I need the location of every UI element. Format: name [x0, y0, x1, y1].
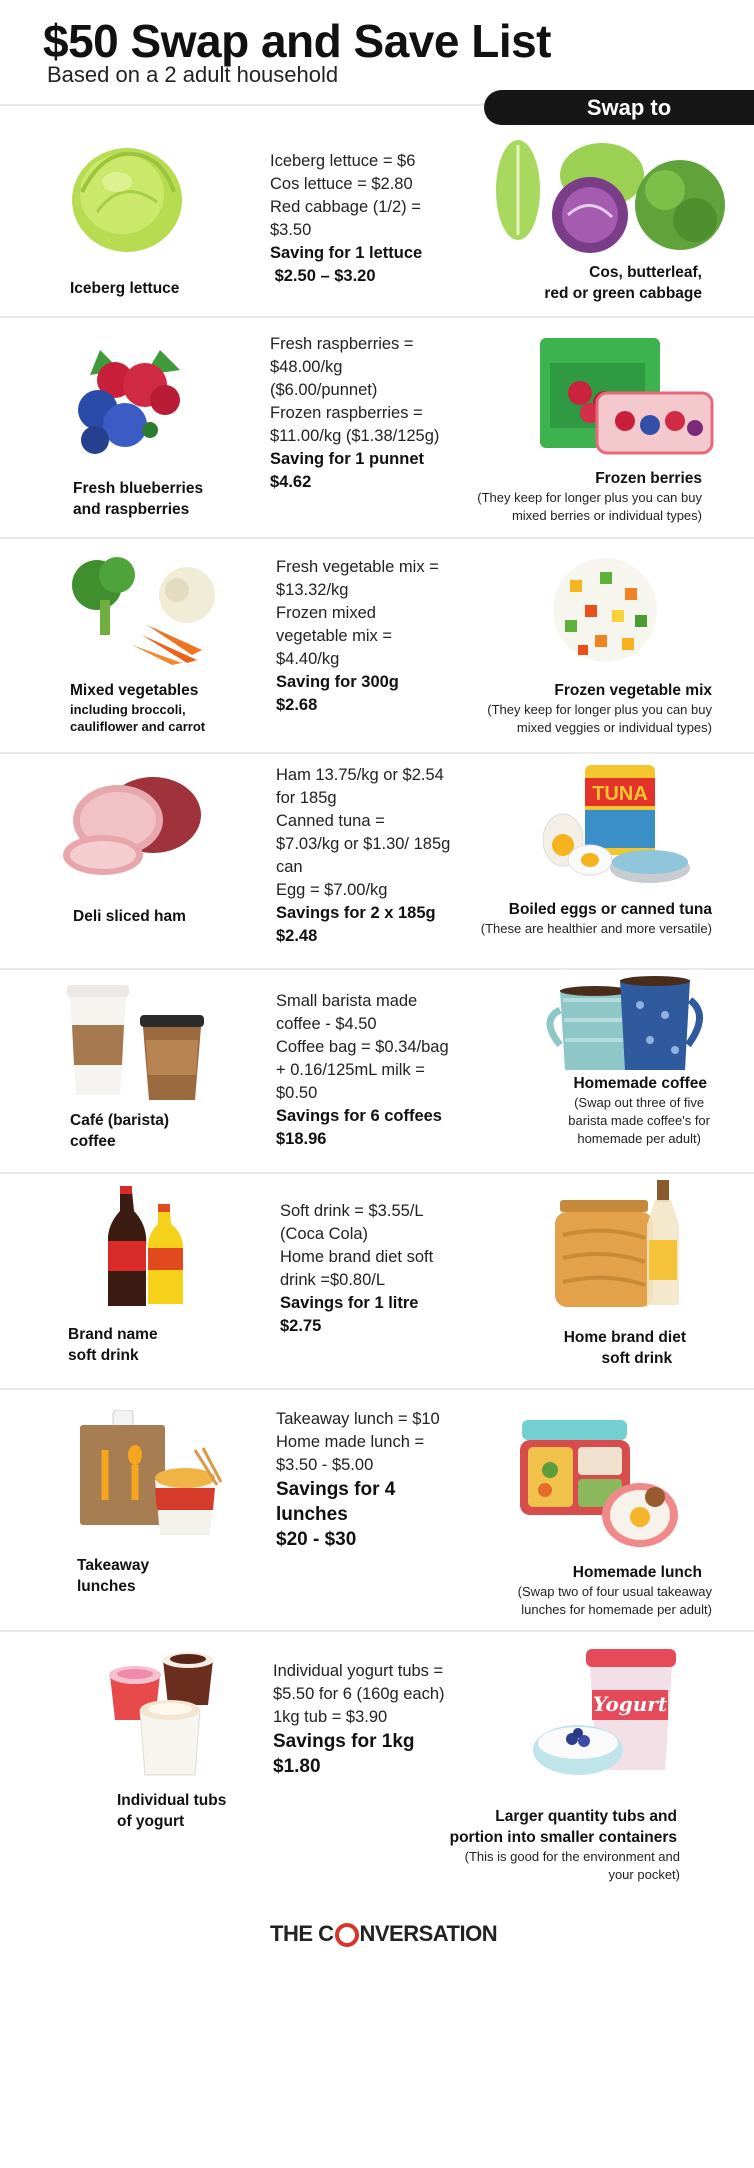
divider [0, 104, 484, 106]
mixed-vegetables-image [62, 555, 222, 670]
saving-text: Saving for 1 punnet [270, 450, 425, 468]
homemade-coffee-image [535, 975, 710, 1080]
right-label: Home brand diet soft drink [563, 1329, 686, 1367]
saving-amount: $2.68 [276, 696, 318, 714]
divider [0, 316, 754, 318]
right-label: Homemade coffee (Swap out three of five barista made coffee's for homemade per adult) [568, 1075, 710, 1146]
left-label: Mixed vegetables including broccoli, cauliflower and carrot [70, 682, 206, 734]
swap-to-tab: Swap to [484, 90, 754, 125]
saving-text: Savings for 1kg [273, 1731, 415, 1752]
tuna-can-text: TUNA [592, 783, 648, 805]
frozen-vegetable-mix-image [540, 550, 670, 675]
barista-coffee-image [62, 980, 212, 1105]
divider [0, 968, 754, 970]
price-info: Soft drink = $3.55/L (Coca Cola) Home brand diet soft drink =$0.80/L Savings for 1 litre $2.75 [280, 1200, 433, 1338]
yogurt-tubs-image [105, 1650, 225, 1785]
saving-text: Savings for 1 litre [280, 1294, 419, 1312]
blueberries-raspberries-image [60, 330, 190, 465]
left-label: Iceberg lettuce [70, 280, 180, 297]
price-info: Iceberg lettuce = $6 Cos lettuce = $2.80 Red cabbage (1/2) = $3.50 Saving for 1 lettuce $2.50 – $3.20 [270, 150, 422, 288]
saving-amount: $2.75 [280, 1317, 322, 1335]
right-label: Homemade lunch (Swap two of four usual takeaway lunches for homemade per adult) [517, 1564, 712, 1617]
page-subtitle: Based on a 2 adult household [47, 62, 339, 87]
saving-amount: $2.48 [276, 927, 318, 945]
divider [0, 1388, 754, 1390]
saving-amount: $1.80 [273, 1756, 321, 1777]
left-label: Brand name soft drink [68, 1326, 158, 1364]
iceberg-lettuce-image [62, 132, 192, 262]
soft-drink-image [108, 1186, 188, 1316]
homemade-lunch-image [520, 1415, 680, 1555]
large-yogurt-tub-image [530, 1645, 690, 1785]
saving-amount: $18.96 [276, 1130, 327, 1148]
price-info: Takeaway lunch = $10 Home made lunch = $3.50 - $5.00 Savings for 4 lunches $20 - $30 [276, 1410, 440, 1550]
left-label: Deli sliced ham [73, 908, 186, 925]
divider [0, 537, 754, 539]
saving-amount: $4.62 [270, 473, 312, 491]
takeaway-lunch-image [75, 1410, 225, 1550]
frozen-berries-image [535, 333, 715, 463]
price-info: Fresh vegetable mix = $13.32/kg Frozen mixed vegetable mix = $4.40/kg Saving for 300g $2.68 [276, 556, 439, 717]
saving-text: Saving for 300g [276, 673, 399, 691]
the-conversation-logo: THE C NVERSATION [270, 1921, 498, 1946]
price-info: Small barista made coffee - $4.50 Coffee bag = $0.34/bag + 0.16/125mL milk = $0.50 Savings for 6 coffees $18.96 [276, 990, 449, 1151]
saving-text: Savings for 6 coffees [276, 1107, 442, 1125]
saving-text-cont: lunches [276, 1504, 348, 1525]
home-brand-soft-drink-image [555, 1180, 685, 1315]
saving-text: Savings for 2 x 185g [276, 904, 436, 922]
logo-ring-icon [335, 1923, 359, 1947]
yogurt-tub-text: Yogurt [592, 1692, 668, 1716]
cabbage-lettuce-image [490, 135, 730, 265]
left-label: Individual tubs of yogurt [117, 1792, 227, 1830]
divider [0, 752, 754, 754]
deli-ham-image [58, 775, 203, 895]
saving-text: Savings for 4 [276, 1479, 396, 1500]
left-label: Takeaway lunches [77, 1557, 150, 1595]
eggs-tuna-image [535, 760, 695, 895]
right-label: Larger quantity tubs and portion into smaller containers (This is good for the environment and your pocket) [449, 1808, 680, 1882]
divider [0, 1172, 754, 1174]
page-title: $50 Swap and Save List [43, 15, 552, 67]
price-info: Fresh raspberries = $48.00/kg ($6.00/punnet) Frozen raspberries = $11.00/kg ($1.38/125g) Saving for 1 punnet $4.62 [270, 333, 439, 494]
saving-text: Saving for 1 lettuce [270, 244, 423, 262]
saving-amount: $20 - $30 [276, 1529, 357, 1550]
right-label: Boiled eggs or canned tuna (These are healthier and more versatile) [480, 901, 712, 936]
right-label: Frozen berries (They keep for longer plus you can buy mixed berries or individual types) [477, 470, 702, 523]
right-label: Cos, butterleaf, red or green cabbage [544, 264, 702, 302]
divider [0, 1630, 754, 1632]
price-info: Individual yogurt tubs = $5.50 for 6 (160g each) 1kg tub = $3.90 Savings for 1kg $1.80 [273, 1662, 445, 1777]
left-label: Fresh blueberries and raspberries [73, 480, 204, 518]
right-label: Frozen vegetable mix (They keep for longer plus you can buy mixed veggies or individual types) [487, 682, 712, 735]
left-label: Café (barista) coffee [70, 1112, 170, 1150]
saving-amount: $2.50 – $3.20 [270, 267, 376, 285]
price-info: Ham 13.75/kg or $2.54 for 185g Canned tuna = $7.03/kg or $1.30/ 185g can Egg = $7.00/kg Savings for 2 x 185g $2.48 [276, 764, 450, 948]
